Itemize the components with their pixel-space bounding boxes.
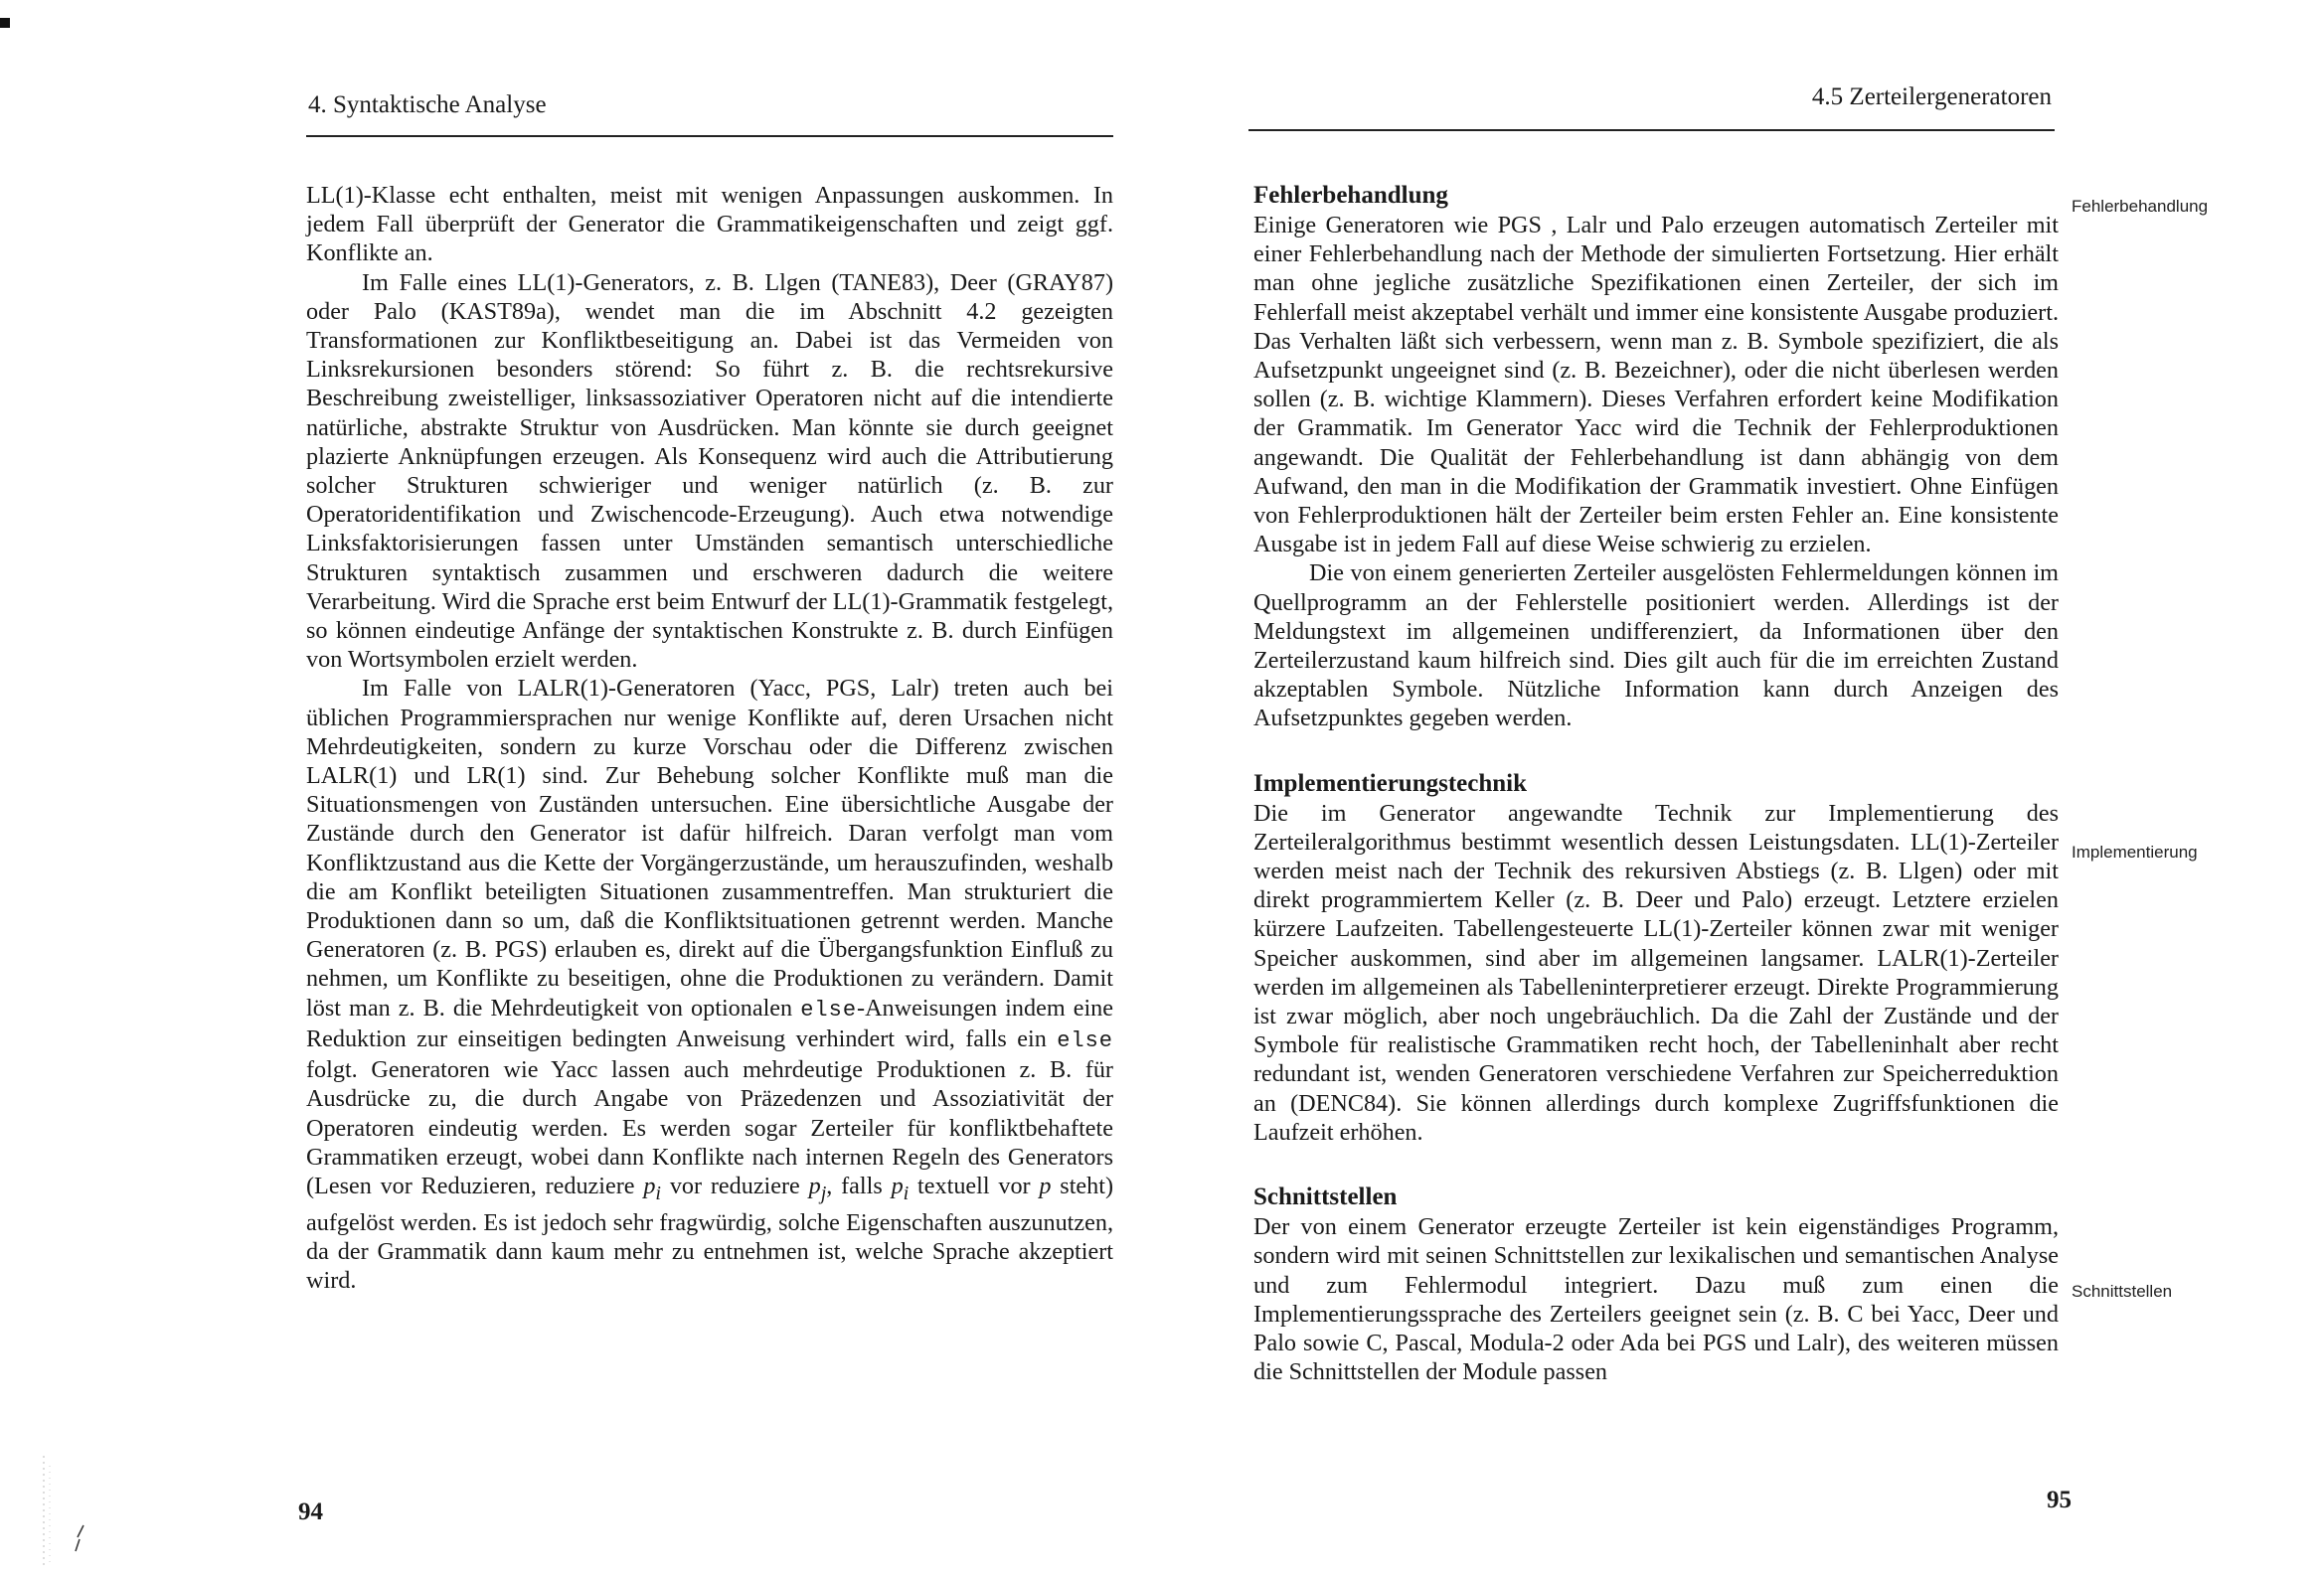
paragraph-3-mid2: folgt. Generatoren wie Yacc lassen auch mehrdeutige Produktionen z. B. für Ausdrücke zu, die durch Angabe von Präzedenzen und Assoziativität der Operatoren eindeutig werden. Es werden sogar Zerteiler für konfliktbehaftete Grammatiken erzeugt, wobei dann Konflikte nach internen Regeln des Generators (Lesen vor Reduzieren, reduziere xyxy=(306,1056,1113,1199)
left-text-column xyxy=(306,181,1113,1296)
marginal-note-implementierung: Implementierung xyxy=(2072,843,2198,862)
page-number-right: 95 xyxy=(2047,1487,2072,1513)
section-heading: Implementierungstechnik xyxy=(1253,769,1527,797)
math-p-j: $p_j$ xyxy=(808,1172,827,1204)
paragraph: Einige Generatoren wie PGS , Lalr und Palo erzeugen automatisch Zerteiler mit einer Fehlerbehandlung nach der Methode der simulierten Fortsetzung. Hier erhält man ohne jegliche zusätzliche Spezifikationen einen Zerteiler, der sich im Fehlerfall meist akzeptabel verhält und immer eine konsistente Ausgabe produziert. Das Verhalten läßt sich verbessern, wenn man z. B. Symbole spezifiziert, die als Aufsetzpunkt ungeeignet sind (z. B. Bezeichner), oder die nicht überlesen werden sollen (z. B. wichtige Klammern). Dieses Verfahren erfordert keine Modifikation der Grammatik. Im Generator Yacc wird die Technik der Fehlerproduktionen angewandt. Die Qualität der Fehlerbehandlung ist dann abhängig von dem Aufwand, den man in die Modifikation der Grammatik investiert. Ohne Einfügen von Fehlerproduktionen hält der Zerteiler beim ersten Fehler an. Eine konsistente Ausgabe ist in jedem Fall auf diese Weise schwierig zu erzielen. xyxy=(1253,212,2059,558)
paragraph-1: LL(1)-Klasse echt enthalten, meist mit wenigen Anpassungen auskommen. In jedem Fall überprüft der Generator die Grammatikeigenschaften und zeigt ggf. Konflikte an. xyxy=(306,182,1113,267)
paragraph-3-textuell: textuell vor xyxy=(909,1172,1040,1199)
section-schnittstellen xyxy=(1253,1183,2059,1386)
paragraph: Die von einem generierten Zerteiler ausgelösten Fehlermeldungen können im Quellprogramm an der Fehlerstelle positioniert werden. Allerdings ist der Meldungstext im allgemeinen undifferenziert, da Informationen über den Zerteilerzustand kaum hilfreich sind. Dies gilt auch für die im erreichten Zustand akzeptablen Symbole. Nützliche Information kann durch Anzeigen des Aufsetzpunktes gegeben werden. xyxy=(1253,559,2059,732)
paragraph-3-vor: vor reduziere xyxy=(661,1172,809,1199)
math-p-i: $p_i$ xyxy=(643,1172,662,1204)
math-p-j-2: p xyxy=(1039,1172,1052,1199)
paragraph-3 xyxy=(306,674,1113,1295)
math-p-i-2: $p_i$ xyxy=(891,1172,910,1204)
right-page xyxy=(1162,0,2324,1577)
paragraph: Die im Generator angewandte Technik zur Implementierung des Zerteileralgorithmus bestimmt wesentlich dessen Leistungsdaten. LL(1)-Zerteiler werden meist nach der Technik des rekursiven Abstiegs (z. B. Llgen) oder mit direkt programmiertem Keller (z. B. Deer und Palo) erzeugt. Letztere erzielen kürzere Laufzeiten. Tabellengesteuerte LL(1)-Zerteiler können zwar mit weniger Speicher auskommen, sind aber im allgemeinen langsamer. LALR(1)-Zerteiler werden im allgemeinen als Tabelleninterpretierer erzeugt. Direkte Programmierung ist zwar möglich, aber noch ungebräuchlich. Da die Zahl der Zustände und der Symbole für realistische Grammatiken recht hoch, der Tabelleninhalt aber recht redundant ist, wenden Generatoren verschiedene Verfahren zur Speicherreduktion an (DENC84). Sie können allerdings durch komplexe Zugriffsfunktionen die Laufzeit erhöhen. xyxy=(1253,799,2059,1146)
paragraph: Der von einem Generator erzeugte Zerteiler ist kein eigenständiges Programm, sondern wird mit seinen Schnittstellen zur lexikalischen und semantischen Analyse und zum Fehlermodul integriert. Dazu muß zum einen die Implementierungssprache des Zerteilers geeignet sein (z. B. C bei Yacc, Deer und Palo sowie C, Pascal, Modula-2 oder Ada bei PGS und Lalr), des weiteren müssen die Schnittstellen der Module passen xyxy=(1253,1213,2059,1386)
paragraph-3-start: Im Falle von LALR(1)-Generatoren (Yacc, PGS, Lalr) treten auch bei üblichen Programmiersprachen nur wenige Konflikte auf, deren Ursachen nicht Mehrdeutigkeiten, sondern zu kurze Vorschau oder die Differenz zwischen LALR(1) und LR(1) sind. Zur Behebung solcher Konflikte muß man die Situationsmengen von Zuständen untersuchen. Eine übersichtliche Ausgabe der Zustände durch den Generator ist dafür hilfreich. Daran verfolgt man vom Konfliktzustand aus die Kette der Vorgängerzustände, um herauszufinden, weshalb die am Konflikt beteiligten Situationen zusammentreffen. Man strukturiert die Produktionen dann so um, daß die Konfliktsituationen getrennt werden. Manche Generatoren (z. B. PGS) erlauben es, direkt auf die Übergangsfunktion Einfluß zu nehmen, um Konflikte zu beseitigen, ohne die Produktionen zu verändern. Damit löst man z. B. die Mehrdeutigkeit von optionalen xyxy=(306,675,1113,1022)
paragraph-3-mid: -Anweisungen indem eine Reduktion zur einseitigen bedingten Anweisung verhindert wird, falls ein xyxy=(306,994,1113,1052)
paragraph-3-falls: , falls xyxy=(826,1172,892,1199)
section-heading: Fehlerbehandlung xyxy=(1253,182,1448,209)
page-number-left: 94 xyxy=(298,1498,323,1525)
right-text-column xyxy=(1253,181,2059,1422)
marginal-note-fehlerbehandlung: Fehlerbehandlung xyxy=(2072,197,2209,216)
section-implementierungstechnik xyxy=(1253,769,2059,1147)
running-head-right: 4.5 Zerteilergeneratoren xyxy=(1811,83,2052,110)
header-rule-left xyxy=(306,135,1113,137)
section-heading: Schnittstellen xyxy=(1253,1183,1398,1211)
section-fehlerbehandlung xyxy=(1253,181,2059,733)
header-rule-right xyxy=(1248,129,2055,131)
paragraph-3-end: steht) aufgelöst werden. Es ist jedoch sehr fragwürdig, solche Eigenschaften auszunutzen, da der Grammatik dann kaum mehr zu entnehmen ist, welche Sprache akzeptiert wird. xyxy=(306,1172,1114,1295)
running-head-left: 4. Syntaktische Analyse xyxy=(308,91,547,118)
paragraph-2: Im Falle eines LL(1)-Generators, z. B. Llgen (TANE83), Deer (GRAY87) oder Palo (KAST89a), wendet man die im Abschnitt 4.2 gezeigten Transformationen zur Konfliktbeseitigung an. Dabei ist das Vermeiden von Linksrekursionen besonders störend: So führt z. B. die rechtsrekursive Beschreibung zweistelliger, linksassoziativer Operatoren nicht auf die intendierte natürliche, abstrakte Struktur von Ausdrücken. Man könnte sie durch geeignet plazierte Anknüpfungen erzeugen. Als Konsequenz wird auch die Attributierung solcher Strukturen schwieriger und weniger natürlich (z. B. zur Operatoridentifikation und Zwischencode-Erzeugung). Auch etwa notwendige Linksfaktorisierungen fassen unter Umständen semantisch unterschiedliche Strukturen syntaktisch zusammen und erschweren dadurch die weitere Verarbeitung. Wird die Sprache erst beim Entwurf der LL(1)-Grammatik festgelegt, so können eindeutige Anfänge der syntaktischen Konstrukte z. B. durch Einfügen von Wortsymbolen erzielt werden. xyxy=(306,268,1113,674)
marginal-note-schnittstellen: Schnittstellen xyxy=(2072,1282,2173,1301)
code-else-2: else xyxy=(1057,1027,1113,1053)
code-else-1: else xyxy=(800,997,858,1023)
scan-edge-artifact xyxy=(40,1456,84,1565)
